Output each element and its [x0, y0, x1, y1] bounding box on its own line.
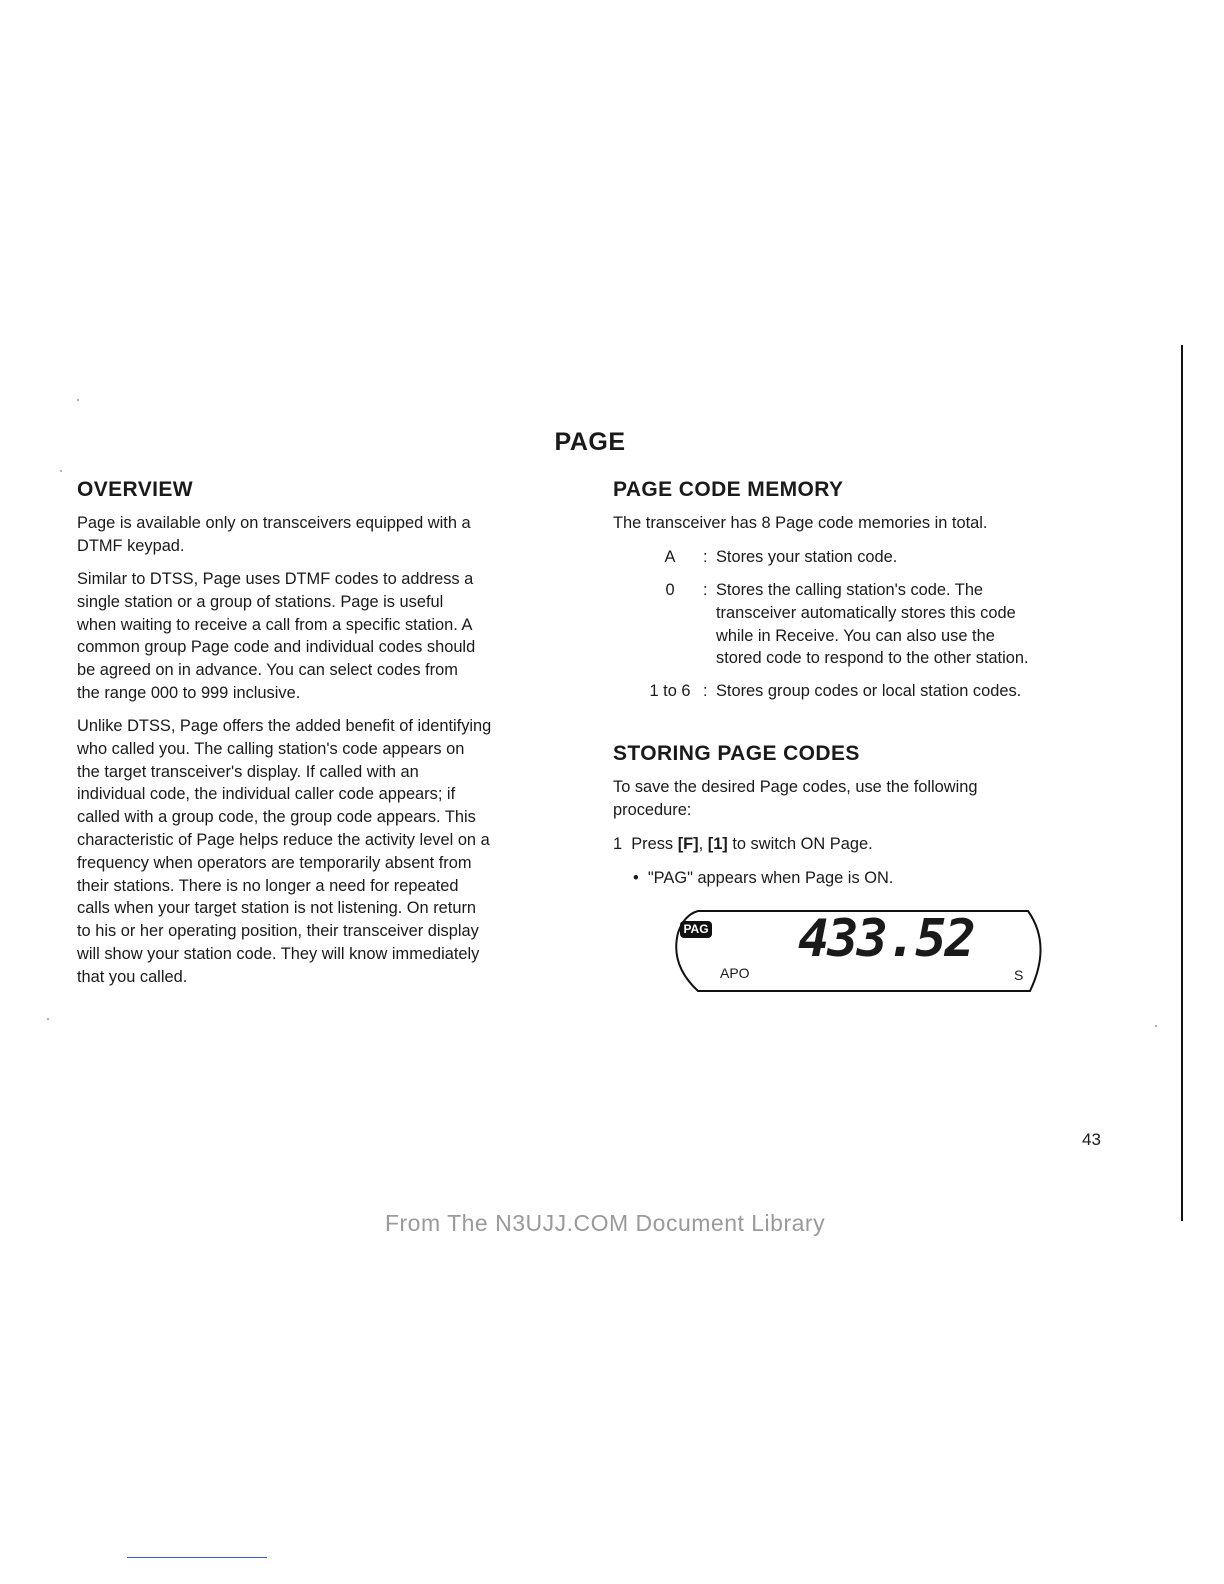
memory-intro: The transceiver has 8 Page code memories in total. [613, 514, 988, 532]
overview-heading: OVERVIEW [77, 478, 194, 501]
step-number: 1 [613, 835, 623, 853]
page-code-memory-heading: PAGE CODE MEMORY [613, 478, 844, 501]
overview-paragraph-3 [77, 715, 577, 989]
memory-key: 0 [665, 581, 675, 599]
step-sep: , [698, 835, 708, 853]
frequency-readout: 433.52 [798, 909, 974, 969]
memory-desc: Stores the calling station's code. The [716, 581, 984, 599]
text-line: to his or her operating position, their transceiver display [77, 922, 479, 941]
footer-watermark: From The N3UJJ.COM Document Library [384, 1210, 826, 1236]
overview-paragraph-2 [77, 568, 577, 705]
s-indicator: S [1014, 967, 1024, 983]
bullet-item [633, 867, 1113, 890]
text-line: when waiting to receive a call from a specific station. A [77, 615, 473, 634]
text-line: single station or a group of stations. Page is useful [77, 592, 444, 611]
memory-desc: stored code to respond to the other station. [716, 649, 1029, 668]
page-number: 43 [1082, 1130, 1101, 1149]
overview-paragraph-1 [77, 512, 577, 558]
memory-item-a [613, 546, 1113, 570]
storing-page-codes-heading: STORING PAGE CODES [613, 742, 860, 765]
memory-key: A [664, 548, 676, 566]
scan-dot [60, 470, 62, 472]
text-line: be agreed on in advance. You can select codes from [77, 661, 458, 680]
colon: : [703, 682, 708, 700]
memory-desc: Stores group codes or local station codes. [716, 682, 1022, 700]
colon: : [703, 548, 708, 566]
step-text-post: to switch ON Page. [727, 835, 873, 853]
text-line: characteristic of Page helps reduce the activity level on a [77, 830, 490, 849]
lcd-display [668, 905, 1052, 997]
colon: : [703, 581, 708, 599]
step-1 [613, 833, 1113, 856]
scan-dot [1155, 1025, 1157, 1027]
text-line: who called you. The calling station's code appears on [77, 739, 465, 758]
text-line: their stations. There is no longer a need for repeated [77, 876, 459, 895]
text-line: will show your station code. They will know immediately [77, 944, 480, 963]
text-line: common group Page code and individual codes should [77, 638, 476, 657]
storing-intro [613, 776, 1113, 822]
bullet-text: "PAG" appears when Page is ON. [647, 869, 894, 887]
bottom-link-underline [127, 1557, 267, 1558]
text-line: DTMF keypad. [77, 536, 185, 555]
text-line: that you called. [77, 967, 188, 986]
page-edge-rule [1181, 345, 1183, 1221]
text-line: Page is available only on transceivers equipped with a [77, 514, 471, 532]
memory-desc: transceiver automatically stores this code [716, 603, 1016, 622]
text-line: To save the desired Page codes, use the following [613, 778, 978, 796]
bullet-icon: • [633, 869, 639, 887]
text-line: Unlike DTSS, Page offers the added benefit of identifying [77, 717, 492, 735]
text-line: procedure: [613, 800, 692, 819]
text-line: called with a group code, the group code appears. This [77, 808, 476, 827]
key-f: [F] [677, 835, 699, 853]
scan-dot [47, 1018, 49, 1020]
text-line: calls when your target station is not listening. On return [77, 899, 477, 918]
memory-desc: while in Receive. You can also use the [716, 626, 995, 645]
pag-badge: PAG [680, 921, 712, 938]
key-1: [1] [707, 835, 728, 853]
text-line: frequency when operators are temporarily absent from [77, 853, 472, 872]
step-text-pre: Press [631, 835, 678, 853]
text-line: Similar to DTSS, Page uses DTMF codes to address a [77, 570, 474, 588]
memory-item-1-to-6 [613, 680, 1113, 704]
memory-item-0 [613, 579, 1113, 671]
text-line: the range 000 to 999 inclusive. [77, 683, 301, 702]
memory-desc: Stores your station code. [716, 548, 898, 566]
text-line: the target transceiver's display. If called with an [77, 762, 419, 781]
text-line: individual code, the individual caller code appears; if [77, 785, 456, 804]
apo-indicator: APO [720, 965, 750, 981]
memory-key: 1 to 6 [649, 682, 691, 700]
page-title: PAGE [554, 428, 626, 456]
scan-dot [77, 399, 79, 401]
